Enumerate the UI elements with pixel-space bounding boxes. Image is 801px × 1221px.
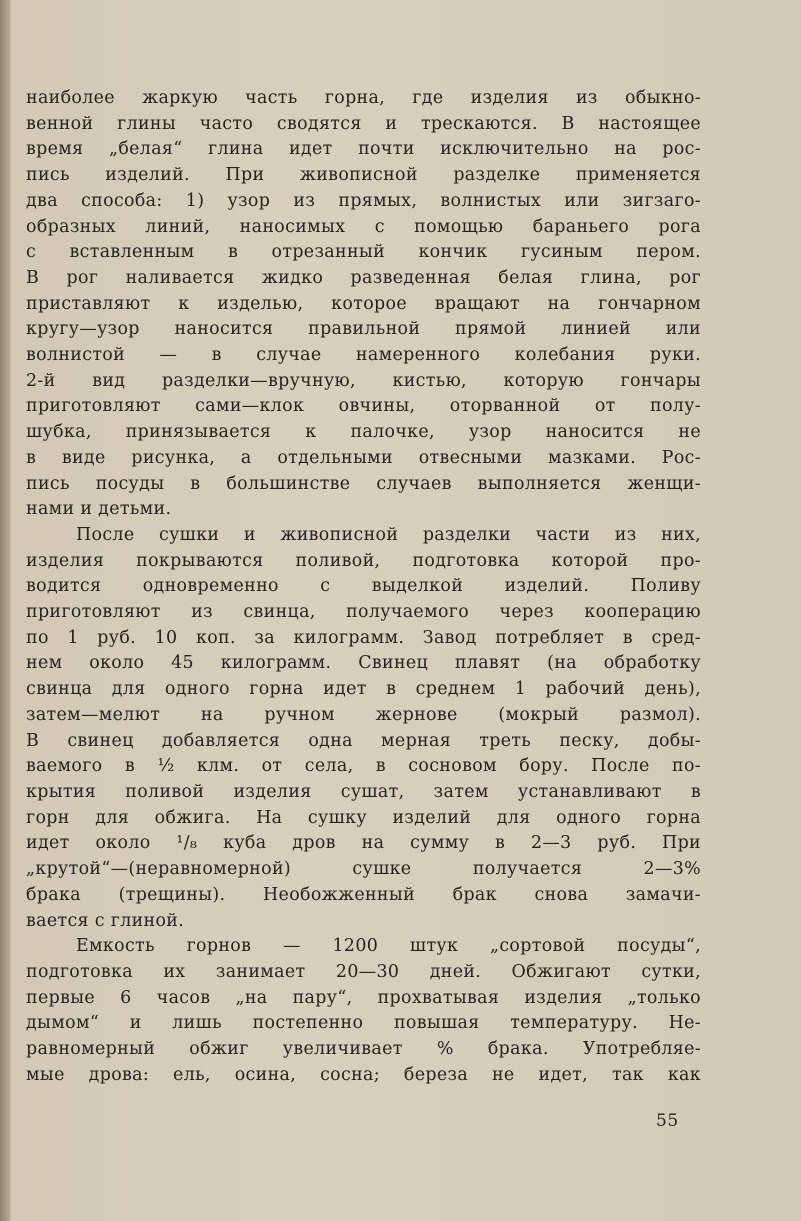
text-line: два способа: 1) узор из прямых, волнистых или зигзаго- [26, 190, 701, 211]
text-line: нем около 45 килограмм. Свинец плавят (на обработку [26, 653, 701, 674]
text-line: первые 6 часов „на пару“, прохватывая изделия „только [26, 987, 701, 1008]
paragraph-1 [26, 86, 701, 523]
text-line: по 1 руб. 10 коп. за килограмм. Завод потребляет в сред- [26, 627, 701, 648]
text-line: венной глины часто сводятся и трескаются. В настоящее [26, 113, 701, 134]
text-line: пись посуды в большинстве случаев выполняется женщи- [26, 473, 701, 494]
text-line: приставляют к изделью, которое вращают на гончарном [26, 293, 701, 314]
text-line: дымом“ и лишь постепенно повышая температуру. Не- [26, 1013, 701, 1034]
text-line: приготовляют сами—клок овчины, оторванной от полу- [26, 396, 701, 417]
text-line: наиболее жаркую часть горна, где изделия из обыкно- [26, 88, 701, 108]
page-binding-edge [0, 0, 10, 1221]
text-line: ваемого в ½ клм. от села, в сосновом бору. После по- [26, 756, 701, 777]
text-line: волнистой — в случае намеренного колебания руки. [26, 345, 701, 366]
body-text [26, 86, 701, 1088]
text-line: кругу—узор наносится правильной прямой линией или [26, 319, 701, 340]
text-line: крытия поливой изделия сушат, затем устанавливают в [26, 781, 701, 802]
page-number: 55 [656, 1111, 679, 1131]
text-line: изделия покрываются поливой, подготовка которой про- [26, 550, 701, 571]
text-line: подготовка их занимает 20—30 дней. Обжигают сутки, [26, 961, 701, 982]
text-line: В рог наливается жидко разведенная белая глина, рог [26, 267, 701, 288]
text-line: идет около ¹/₈ куба дров на сумму в 2—3 руб. При [26, 833, 701, 854]
text-line: водится одновременно с выделкой изделий. Поливу [26, 576, 701, 597]
text-line: пись изделий. При живописной разделке применяется [26, 165, 701, 186]
paragraph-3 [26, 934, 701, 1088]
text-line: Емкость горнов — 1200 штук „сортовой посуды“, [76, 936, 701, 957]
text-line: „крутой“—(неравномерной) сушке получается 2—3% [26, 859, 701, 880]
text-line: вается с глиной. [26, 910, 185, 931]
text-line: горн для обжига. На сушку изделий для одного горна [26, 807, 701, 828]
paragraph-2 [26, 523, 701, 934]
text-line: приготовляют из свинца, получаемого через кооперацию [26, 602, 701, 623]
text-line: брака (трещины). Необожженный брак снова замачи- [26, 884, 701, 905]
text-line: шубка, принязывается к палочке, узор наносится не [26, 422, 701, 443]
text-line: свинца для одного горна идет в среднем 1 рабочий день), [26, 679, 701, 700]
text-line: нами и детьми. [26, 499, 172, 520]
text-line: После сушки и живописной разделки части из них, [76, 524, 701, 545]
text-line: образных линий, наносимых с помощью бараньего рога [26, 216, 701, 237]
text-line: в виде рисунка, а отдельными отвесными мазками. Рос- [26, 447, 701, 468]
text-line: мые дрова: ель, осина, сосна; береза не идет, так как [26, 1064, 701, 1085]
text-line: 2-й вид разделки—вручную, кистью, которую гончары [26, 370, 701, 391]
text-line: затем—мелют на ручном жернове (мокрый размол). [26, 704, 701, 725]
text-line: с вставленным в отрезанный кончик гусиным пером. [26, 242, 701, 263]
text-line: время „белая“ глина идет почти исключительно на рос- [26, 139, 701, 160]
text-line: В свинец добавляется одна мерная треть песку, добы- [26, 730, 701, 751]
text-line: равномерный обжиг увеличивает % брака. Употребляе- [26, 1039, 701, 1060]
